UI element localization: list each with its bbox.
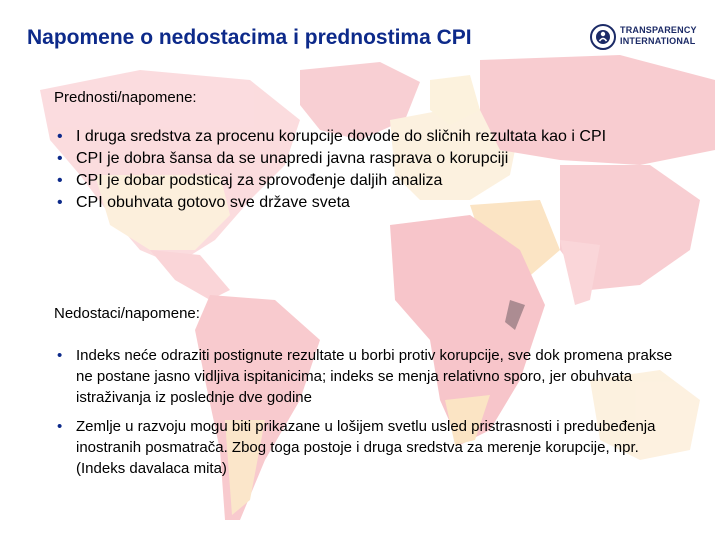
advantages-list	[52, 126, 692, 214]
logo-line-2: INTERNATIONAL	[620, 36, 696, 46]
disadvantages-list	[52, 345, 692, 479]
map-india	[560, 240, 600, 305]
disadvantages-heading: Nedostaci/napomene:	[54, 305, 200, 322]
advantage-item-3: • CPI je dobar podsticaj za sprovođenje daljih analiza	[52, 170, 692, 192]
advantage-item-2: • CPI je dobra šansa da se unapredi javna rasprava o korupciji	[52, 148, 692, 170]
logo-line-1: TRANSPARENCY	[620, 25, 697, 35]
ti-emblem-icon	[590, 24, 616, 50]
advantage-item-4: • CPI obuhvata gotovo sve države sveta	[52, 192, 692, 214]
disadvantage-item-1: • Indeks neće odraziti postignute rezultate u borbi protiv korupcije, sve dok promena prakse ne postane jasno vidljiva ispitanicima; indeks se menja relativno sporo, jer obuhvata istraživanja iz poslednje dve godine	[52, 345, 692, 408]
ti-logo-text	[620, 25, 697, 47]
page-title: Napomene o nedostacima i prednostima CPI	[27, 26, 472, 49]
disadvantage-item-2: • Zemlje u razvoju mogu biti prikazane u lošijem svetlu usled pristrasnosti i predubeđenja inostranih posmatrača. Zbog toga postoje i druga sredstva za merenje korupcije, npr. (Indeks davalaca mita)	[52, 416, 692, 479]
map-central-america	[150, 250, 230, 300]
advantage-item-1: • I druga sredstva za procenu korupcije dovode do sličnih rezultata kao i CPI	[52, 126, 692, 148]
transparency-international-logo	[590, 22, 710, 54]
advantages-heading: Prednosti/napomene:	[54, 89, 197, 106]
